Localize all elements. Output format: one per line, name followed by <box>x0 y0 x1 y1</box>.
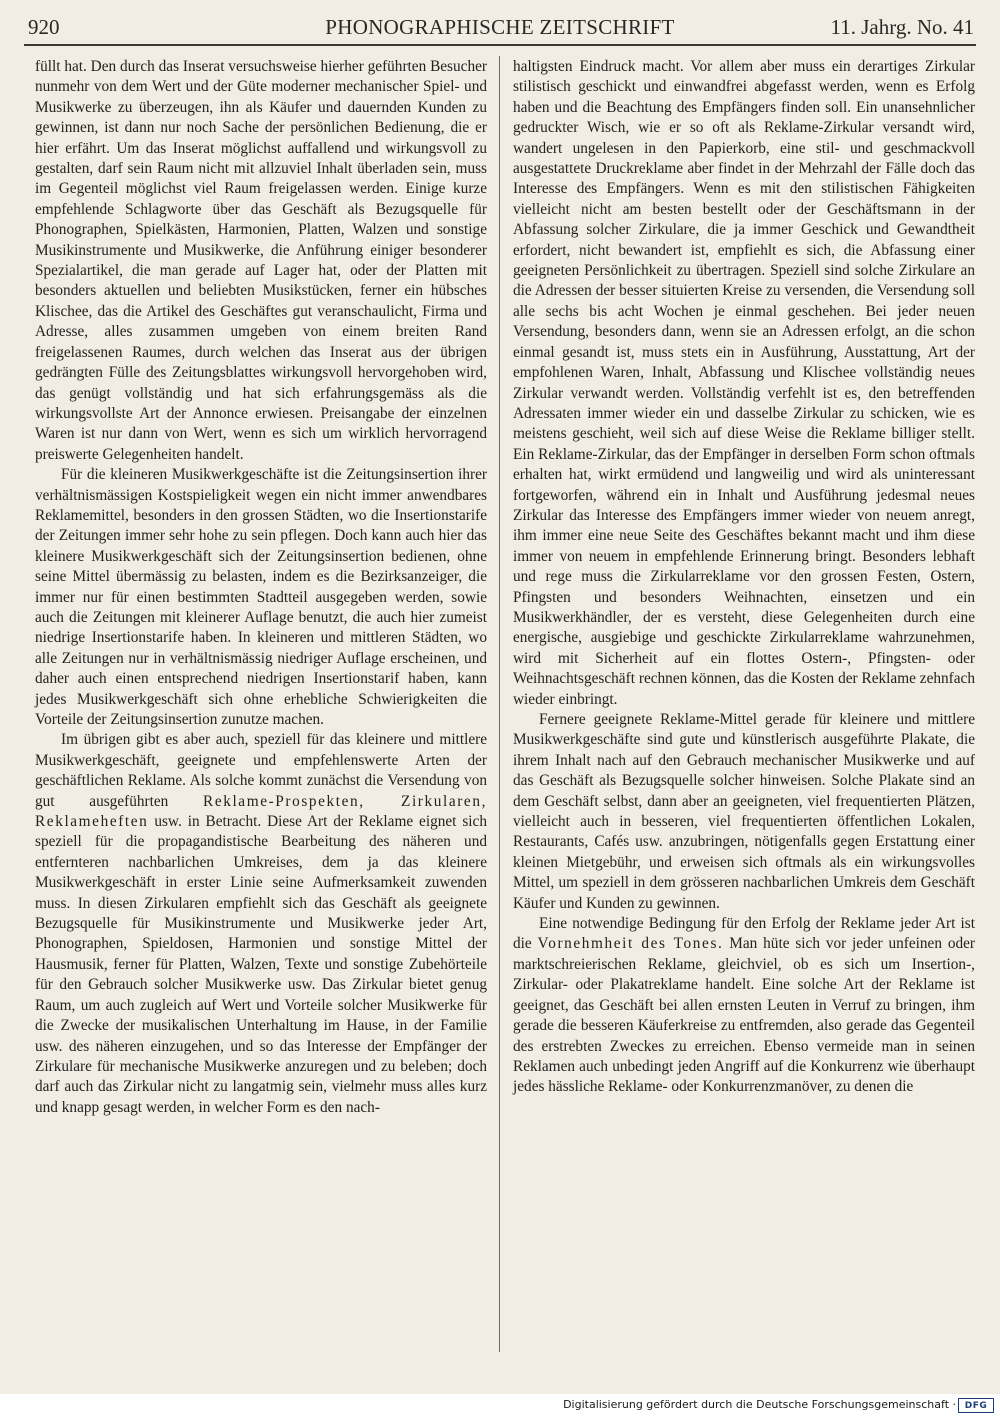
issue-label: 11. Jahrg. No. 41 <box>830 15 974 39</box>
paragraph-text: Eine notwendige Bedingung für den Erfolg der Reklame jeder Art ist die <box>513 915 975 953</box>
right-column <box>513 57 975 1098</box>
paragraph: füllt hat. Den durch das Inserat versuchsweise hierher geführten Besucher nunmehr von dem Wert und der Güte moderner mechanischer Spiel- und Musikwerke zu überzeugen, ihn als Käufer und dauernden Kunden zu gewinnen, ist dann nur noch Sache der persönlichen Bedienung, die er hier erfährt. Um das Inserat möglichst auffallend und wirkungsvoll zu gestalten, darf sein Raum nicht mit allzuviel Inhalt überladen sein, muss im Gegenteil möglichst viel Raum freigelassen werden. Einige kurze empfehlende Schlagworte über das Geschäft als Bezugsquelle für Phonographen, Spielkästen, Harmonien, Platten, Walzen und sonstige Musikinstrumente und Musikwerke, die Anführung einiger besonderer Spezialartikel, die man gerade auf Lager hat, oder der Platten mit besonders aktuellen und beliebten Musikstücken, ferner ein hübsches Klischee, das die Artikel des Geschäftes gut veranschaulicht, Firma und Adresse, alles zusammen umgeben von einem breiten Rand freigelassenen Raumes, durch welchen das Inserat aus der übrigen gedrängten Fülle des Zeitungsblattes wirkungsvoll hervorgehoben wird, das genügt vollständig und hat sich erfahrungsgemäss als die wirkungsvollste Art der Annonce erwiesen. Preisangabe der einzelnen Waren ist nur dann von Wert, wenn es sich um wirklich hervorragend preiswerte Gelegenheiten handelt. <box>35 58 487 463</box>
paragraph-text: Im übrigen gibt es aber auch, speziell für das kleinere und mittlere Musikwerkgeschäft, geeignete und empfehlenswerte Arten der geschäftlichen Reklame. Als solche kommt zunächst die Versendung von gut ausgeführten <box>35 731 487 810</box>
paragraph: haltigsten Eindruck macht. Vor allem aber muss ein derartiges Zirkular stilistisch geschickt und einwandfrei abgefasst werden, wenn es Erfolg haben und die Beachtung des Empfängers finden soll. Ein unansehnlicher gedruckter Wisch, wie er so oft als Reklame-Zirkular versandt wird, wandert ungelesen in den Papierkorb, eine stil- und geschmackvoll ausgestattete Druckreklame aber findet in der Mehrzahl der Fälle doch das Interesse des Empfängers. Wenn es mit den stilistischen Fähigkeiten vielleicht nicht am besten bestellt oder der Geschäftsmann in der Abfassung solcher Zirkulare, die ja immer Geschick und Gewandtheit erfordert, nicht bewandert ist, empfiehlt es sich, die Abfassung einer geeigneten Persönlichkeit zu übertragen. Speziell sind solche Zirkulare an die Adressen der besser situierten Kreise zu versenden, die Versendung soll alle sechs bis acht Wochen je einmal geschehen. Bei jeder neuen Versendung, besonders dann, wenn sie an Adressen erfolgt, an die schon einmal gesandt ist, muss stets ein in Ausführung, Ausstattung, Art der empfohlenen Waren, Inhalt, Abfassung und Klischee vollständig neues Zirkular verwandt werden. Vollständig verfehlt ist es, den betreffenden Adressaten immer wieder ein und dasselbe Zirkular zu schicken, wie es meistens geschieht, weil sich auf diese Weise die Reklame billiger stellt. Ein Reklame-Zirkular, das der Empfänger in derselben Form schon oftmals erhalten hat, wirkt ermüdend und langweilig und wird als uninteressant fortgeworfen, während ein in Inhalt und Ausführung jedesmal neues Zirkular das Interesse des Empfängers immer wieder von neuem anregt, ihm immer eine neue Seite des Geschäftes bekannt macht und ihm diese immer von neuem in empfehlende Erinnerung bringt. Besonders lebhaft und rege muss die Zirkularreklame vor den grossen Festen, Ostern, Pfingsten und besonders Weihnachten, einsetzen und ein Musikwerkhändler, der es versteht, diese Gelegenheiten durch eine energische, ausgiebige und geschickte Zirkularreklame wahrzunehmen, wird mit Sicherheit auf ein flottes Ostern-, Pfingsten- oder Weihnachtsgeschäft rechnen können, das die Kosten der Reklame zehnfach wieder einbringt. <box>513 58 975 708</box>
left-column <box>35 57 487 1118</box>
page-number: 920 <box>28 15 60 39</box>
journal-title: PHONOGRAPHISCHE ZEITSCHRIFT <box>325 15 675 39</box>
emphasized-text: Reklame-Prospekten, Zirkularen, Reklameheften <box>35 792 487 831</box>
emphasized-text: Vornehmheit des Tones. <box>537 935 724 953</box>
paragraph <box>513 914 975 1098</box>
paragraph: Für die kleineren Musikwerkgeschäfte ist die Zeitungsinsertion ihrer verhältnismässigen Kostspieligkeit wegen ein nicht immer anwendbares Reklamemittel, besonders in den grossen Städten, wo die Insertionstarife der Zeitungen immer sehr hohe zu sein pflegen. Doch kann auch hier das kleinere Musikwerkgeschäft sich der Zeitungsinsertion bedienen, ohne seine Mittel übermässig zu belasten, indem es die Bezirksanzeiger, die immer nur für einen bestimmten Stadtteil ausgegeben werden, sowie auch die Zeitungen mit kleinerer Auflage benutzt, die auch hier zumeist niedrige Insertionstarife haben. In kleineren und mittleren Städten, wo alle Zeitungen nur in verhältnismässig niedriger Auflage erscheinen, und daher auch einen entsprechend niedrigen Insertionstarif haben, kann jedes Musikwerkgeschäft sich ohne erhebliche Schwierigkeiten die Vorteile der Zeitungsinsertion zunutze machen. <box>35 466 487 728</box>
paragraph-text: usw. in Betracht. Diese Art der Reklame eignet sich speziell für die propagandistische Bearbeitung des näheren und entfernteren nachbarlichen Umkreises, dem ja das kleinere Musikwerkgeschäft in erster Linie seine Aufmerksamkeit zuwenden muss. In diesen Zirkularen empfiehlt sich das Geschäft als geeignete Bezugsquelle für Musikinstrumente und Musikwerke jeder Art, Phonographen, Spieldosen, Harmonien und sonstige Mittel der Hausmusik, ferner für Platten, Walzen, Texte und sonstige Zubehörteile für den Gebrauch solcher Musikwerke usw. Das Zirkular bietet genug Raum, um auch zugleich auf Wert und Vorteile solcher Musikwerke für die Zwecke der musikalischen Unterhaltung im Hause, in der Familie usw. des näheren einzugehen, und so das Interesse der Empfänger der Zirkulare für mechanische Musikwerke anzuregen und zu beleben; doch darf auch das Zirkular nicht zu langatmig sein, vielmehr muss alles kurz und knapp gesagt werden, in welcher Form es den nach- <box>35 813 487 1116</box>
dfg-logo <box>958 1398 994 1413</box>
paragraph <box>35 730 487 1118</box>
funding-note: Digitalisierung gefördert durch die Deutsche Forschungsgemeinschaft · <box>563 1398 956 1411</box>
column-divider <box>499 56 500 1352</box>
paragraph: Fernere geeignete Reklame-Mittel gerade für kleinere und mittlere Musikwerkgeschäfte sind gute und künstlerisch ausgeführte Plakate, die ihrem Inhalt nach auf den Gebrauch mechanischer Musikwerke und auf das Geschäft als Bezugsquelle solcher hinweisen. Solche Plakate sind an dem Geschäft selbst, dann aber an geeigneten, viel frequentierten Plätzen, vielleicht auch in besseren, viel frequentierten öffentlichen Lokalen, Restaurants, Cafés usw. anzubringen, nötigenfalls gegen Erstattung einer kleinen Mietgebühr, und erweisen sich oftmals als ein wirkungsvolles Mittel, um speziell in dem grösseren nachbarlichen Umkreis dem Geschäft Käufer und Kunden zu gewinnen. <box>513 711 975 912</box>
paragraph-text: Man hüte sich vor jeder unfeinen oder marktschreierischen Reklame, gleichviel, ob es sich um Insertion-, Zirkular- oder Plakatreklame handelt. Eine solche Art der Reklame ist geeignet, das Geschäft bei allen ernsten Leuten in Verruf zu bringen, ihm gerade die besseren Käuferkreise zu entfremden, also gerade das Gegenteil des erstrebten Zweckes zu erreichen. Ebenso vermeide man in seinen Reklamen auch unbedingt jeden Angriff auf die Konkurrenz wie überhaupt jedes hässliche Reklame- oder Konkurrenzmanöver, zu denen die <box>513 935 976 1096</box>
digitization-footer <box>0 1394 1000 1417</box>
dfg-logo-text: DFG <box>964 1400 988 1411</box>
header-rule <box>24 44 976 46</box>
